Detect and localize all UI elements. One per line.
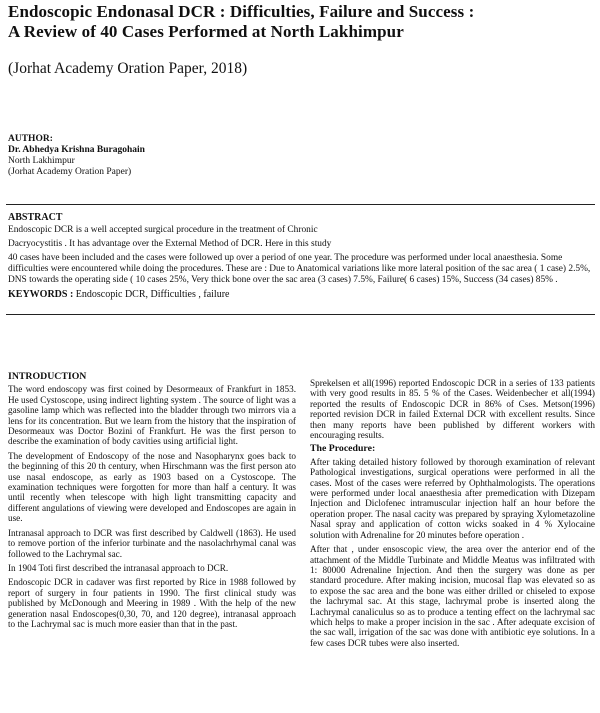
keywords-line xyxy=(8,289,594,300)
author-name: Dr. Abhedya Krishna Buragohain xyxy=(8,145,145,155)
intro-paragraph-5: Endoscopic DCR in cadaver was first reported by Rice in 1988 followed by report of surgery in four patients in 1990. The first clinical study was published by McDonough and Meering in 1989 . With the help of the new generation nasal Endoscopes(0,30, 70, and 120 degree), intranasal approach to the Lachrymal sac is much more easier than that in the past. xyxy=(8,577,296,629)
author-block xyxy=(8,134,145,178)
procedure-heading: The Procedure: xyxy=(310,443,376,455)
paper-subtitle: (Jorhat Academy Oration Paper, 2018) xyxy=(8,60,248,77)
intro-paragraph-1: The word endoscopy was first coined by Desormeaux of Frankfurt in 1853. He used Cystoscope, using indirect lighting system . The source of light was a gasoline lamp which was reflected into the bladder through two mirrors via a lens for its concentration. But we learn from the history that the inspiration of Desormeaux was Doctor Bozini of Frankfurt. He was the first person to describe the examination of body cavities using artificial light. xyxy=(8,384,296,447)
intro-paragraph-3: Intranasal approach to DCR was first described by Caldwell (1863). He used to remove portion of the inferior turbinate and the nasolachrhymal canal was followed to the Lachrymal sac. xyxy=(8,527,296,559)
right-column xyxy=(310,378,595,652)
divider-bottom xyxy=(6,314,595,315)
divider-top xyxy=(6,204,595,205)
abstract-paragraph-2: Dacryocystitis . It has advantage over the External Method of DCR. Here in this study xyxy=(8,239,332,249)
author-label: AUTHOR: xyxy=(8,134,53,144)
left-column xyxy=(8,372,296,633)
introduction-heading: INTRODUCTION xyxy=(8,371,87,382)
intro-paragraph-2: The development of Endoscopy of the nose and Nasopharynx goes back to the beginning of this 20 th century, when Hirschmann was the first person ato use nasal endoscope, as early as 1903 based on a Cystoscope. The examination techniques were forgotten for more than half a century. It was until recently when telescope with high light transmitting capacity and different angulations of viewing were developed and Endoscopes are again in use. xyxy=(8,450,296,524)
abstract-paragraph-1: Endoscopic DCR is a well accepted surgical procedure in the treatment of Chronic xyxy=(8,225,318,235)
keywords-label: KEYWORDS : xyxy=(8,289,74,300)
author-place: North Lakhimpur xyxy=(8,156,75,166)
procedure-paragraph-1: After taking detailed history followed by thorough examination of relevant Pathological investigations, surgical operations were performed in all the cases. Most of the cases were referred by Ophthalmologists. The operations were performed under local anaesthesia after premedication with Dizepam Injection and Diclofenec intramuscular injection half an hour before the operation proper. The nasal cacity was prepared by spraying Xylometazoline Nasal spray and application of cotton wicks soaked in 4 % Xylocaine solution with Adrenaline for 20 minutes before operation . xyxy=(310,456,595,540)
abstract-paragraph-3: 40 cases have been included and the cases were followed up over a period of one year. The procedure was performed under local anaesthesia. Some difficulties were encountered while doing the procedures. These are : Due to Anatomical variations like more lateral position of the sac area ( 1 case) 2.5%, DNS towards the operating side ( 10 cases 25%, Very thick bone over the sac area (3 cases) 7.5%, Failure( 6 cases) 15%, Success (34 cases) 85% . xyxy=(8,253,591,285)
procedure-paragraph-2: After that , under ensoscopic view, the area over the anterior end of the attachment of the Middle Turbinate and Middle Meatus was infiltrated with 1: 80000 Adrenaline Injection. And then the surgery was done as per standard procedure. After making incision, mucosal flap was elevated so as to expose the sac area and the bone was either drilled or chiseled to expose the lachrymal sac. At this stage, lachrymal probe is inserted along the Lachrymal canaliculus so as to produce a tenting effect on the lachrymal sac which helps to make a proper incision in the sac . After adequate excision of the sac wall, irrigation of the sac was done with antibiotic eye solutions. In a few cases DCR tubes were also inserted. xyxy=(310,544,595,648)
abstract-heading: ABSTRACT xyxy=(8,212,63,223)
keywords-text: Endoscopic DCR, Difficulties , failure xyxy=(75,289,230,300)
paper-title xyxy=(8,2,594,42)
title-line-1: Endoscopic Endonasal DCR : Difficulties, Failure and Success : xyxy=(8,2,475,21)
abstract-section xyxy=(8,212,594,300)
right-intro-paragraph: Sprekelsen et all(1996) reported Endoscopic DCR in a series of 133 patients with very good results in 85. 5 % of the Cases. Weidenbecher et all(1994) reported the results of Endoscopic DCR in 86% of Cses. Metson(1996) reported revision DCR in failed External DCR with excellent results. Since then many reports have been published by different workers with encouraging results. xyxy=(310,378,595,441)
title-line-2: A Review of 40 Cases Performed at North Lakhimpur xyxy=(8,22,404,41)
author-note: (Jorhat Academy Oration Paper) xyxy=(8,167,132,177)
intro-paragraph-4: In 1904 Toti first described the intranasal approach to DCR. xyxy=(8,562,229,573)
